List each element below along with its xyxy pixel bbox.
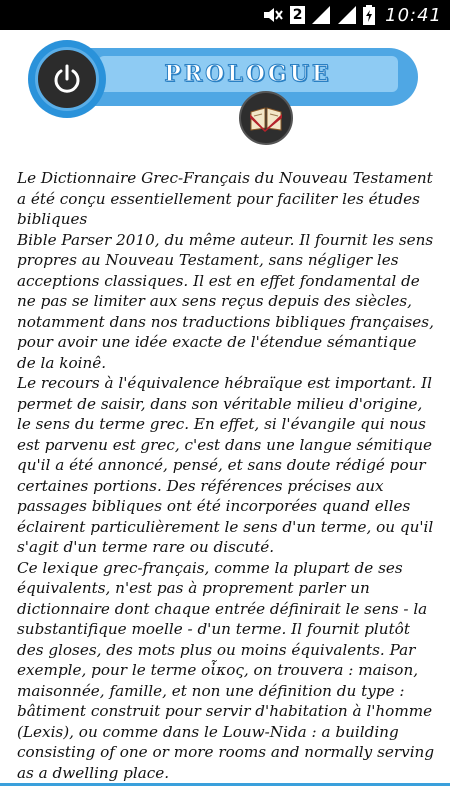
paragraph: Bible Parser 2010, du même auteur. Il fournit les sens propres au Nouveau Testament, sans négliger les acceptions classiques. Il est en effet fondamental de ne pas se limiter aux sens reçus depuis des siècles, notamment dans nos traductions bibliques françaises, pour avoir une idée exacte de l'étendue sémantique de la koinê. <box>17 230 434 372</box>
mute-icon <box>262 6 284 24</box>
status-bar <box>0 0 450 30</box>
prologue-text <box>17 168 437 782</box>
signal-icon <box>311 5 331 25</box>
page-title: PROLOGUE <box>164 61 332 87</box>
paragraph: Le Dictionnaire Grec-Français du Nouveau Testament a été conçu essentiellement pour faciliter les études bibliques <box>17 169 433 228</box>
book-icon <box>239 91 293 145</box>
power-icon <box>35 47 99 111</box>
paragraph: Ce lexique grec-français, comme la plupart de ses équivalents, n'est pas à proprement parler un dictionnaire dont chaque entrée définirait le sens - la substantifique moelle - d'un terme. Il fournit plutôt des gloses, des mots plus ou moins équivalents. Par exemple, pour le terme οἶκος, on trouvera : maison, maisonnée, famille, et non une définition du type : bâtiment construit pour servir d'habitation à l'homme (Lexis), ou comme dans le Louw-Nida : a building consisting of one or more rooms and normally serving as a dwelling place. <box>17 558 435 782</box>
battery-charging-icon <box>363 5 375 25</box>
status-icons <box>262 0 442 30</box>
bottom-divider <box>0 783 450 786</box>
title-plate <box>98 56 398 92</box>
sim-icon: 2 <box>290 6 305 24</box>
header <box>0 30 450 148</box>
power-button[interactable] <box>28 40 106 118</box>
clock: 10:41 <box>385 4 442 26</box>
paragraph: Le recours à l'équivalence hébraïque est important. Il permet de saisir, dans son véritable milieu d'origine, le sens du terme grec. En effet, si l'évangile qui nous est parvenu est grec, c'est dans une langue sémitique qu'il a été annoncé, pensé, et sans doute rédigé pour certaines portions. Des références précises aux passages bibliques ont été incorporées quand elles éclairent particulièrement le sens d'un terme, ou qu'il s'agit d'un terme rare ou discuté. <box>17 374 434 556</box>
signal-icon <box>337 5 357 25</box>
